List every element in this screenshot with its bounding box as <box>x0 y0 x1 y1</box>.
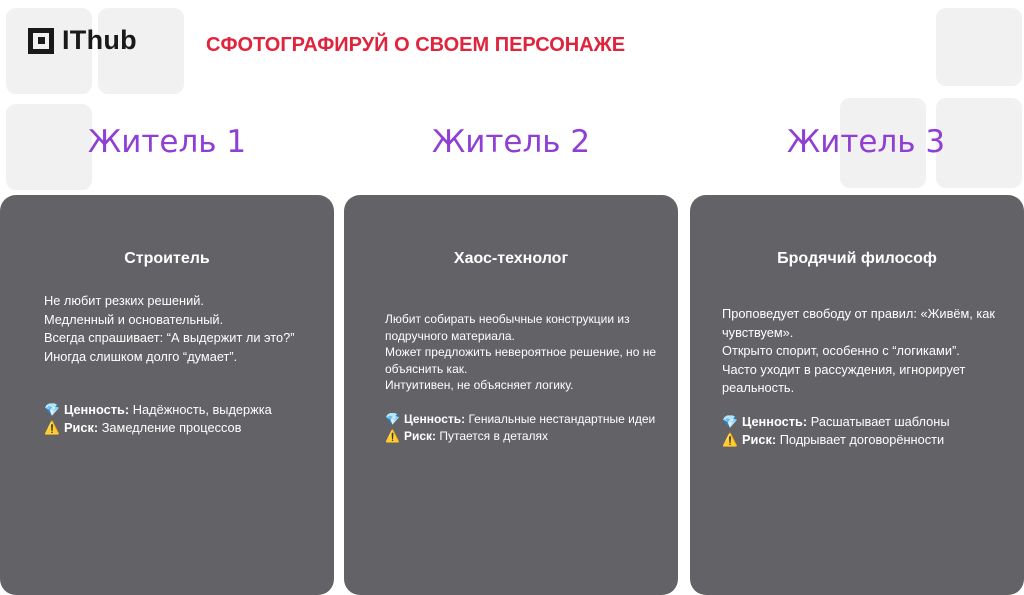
resident-2-card <box>344 195 678 595</box>
warning-icon: ⚠️ <box>722 432 738 447</box>
gem-icon: 💎 <box>385 412 400 426</box>
value-label: Ценность: <box>403 412 466 426</box>
page-title: СФОТОГРАФИРУЙ О СВОЕМ ПЕРСОНАЖЕ <box>206 34 626 56</box>
resident-2-description: Любит собирать необычные конструкции из подручного материала. Может предложить невероятное решение, но не объяснить как. Интуитивен, не объясняет логику. <box>385 312 656 392</box>
ithub-logo <box>28 27 137 54</box>
warning-icon: ⚠️ <box>44 420 60 435</box>
resident-3-card <box>690 195 1024 595</box>
resident-1-heading: Житель 1 <box>87 124 247 160</box>
risk-text: Подрывает договорённости <box>779 432 945 447</box>
warning-icon: ⚠️ <box>385 429 400 443</box>
value-text: Расшатывает шаблоны <box>810 414 950 429</box>
risk-text: Путается в деталях <box>439 429 549 443</box>
resident-3-risk <box>722 431 944 450</box>
background-decoration <box>936 8 1022 86</box>
resident-2-role: Хаос-технолог <box>453 250 569 267</box>
risk-text: Замедление процессов <box>101 420 242 435</box>
resident-2-heading: Житель 2 <box>431 124 591 160</box>
value-label: Ценность: <box>741 414 808 429</box>
risk-label: Риск: <box>403 429 437 443</box>
resident-1-role: Строитель <box>124 250 210 267</box>
resident-1-card <box>0 195 334 595</box>
resident-3-heading: Житель 3 <box>786 124 946 160</box>
resident-1-risk <box>44 419 241 438</box>
gem-icon: 💎 <box>722 414 738 429</box>
logo-text: IThub <box>62 25 137 55</box>
risk-label: Риск: <box>741 432 777 447</box>
risk-label: Риск: <box>63 420 99 435</box>
resident-1-description: Не любит резких решений. Медленный и основательный. Всегда спрашивает: “А выдержит ли это?” Иногда слишком долго “думает”. <box>44 293 295 364</box>
resident-1-value <box>44 401 272 420</box>
resident-3-value <box>722 413 950 432</box>
resident-3-description: Проповедует свободу от правил: «Живём, как чувствуем». Открыто спорит, особенно с “логиками”. Часто уходит в рассуждения, игнорирует реальность. <box>722 306 995 395</box>
resident-2-risk <box>385 428 548 445</box>
value-text: Гениальные нестандартные идеи <box>468 412 656 426</box>
resident-2-value <box>385 411 655 428</box>
value-text: Надёжность, выдержка <box>132 402 272 417</box>
value-label: Ценность: <box>63 402 130 417</box>
resident-3-role: Бродячий философ <box>777 250 937 267</box>
logo-square-icon <box>28 28 54 54</box>
gem-icon: 💎 <box>44 402 60 417</box>
